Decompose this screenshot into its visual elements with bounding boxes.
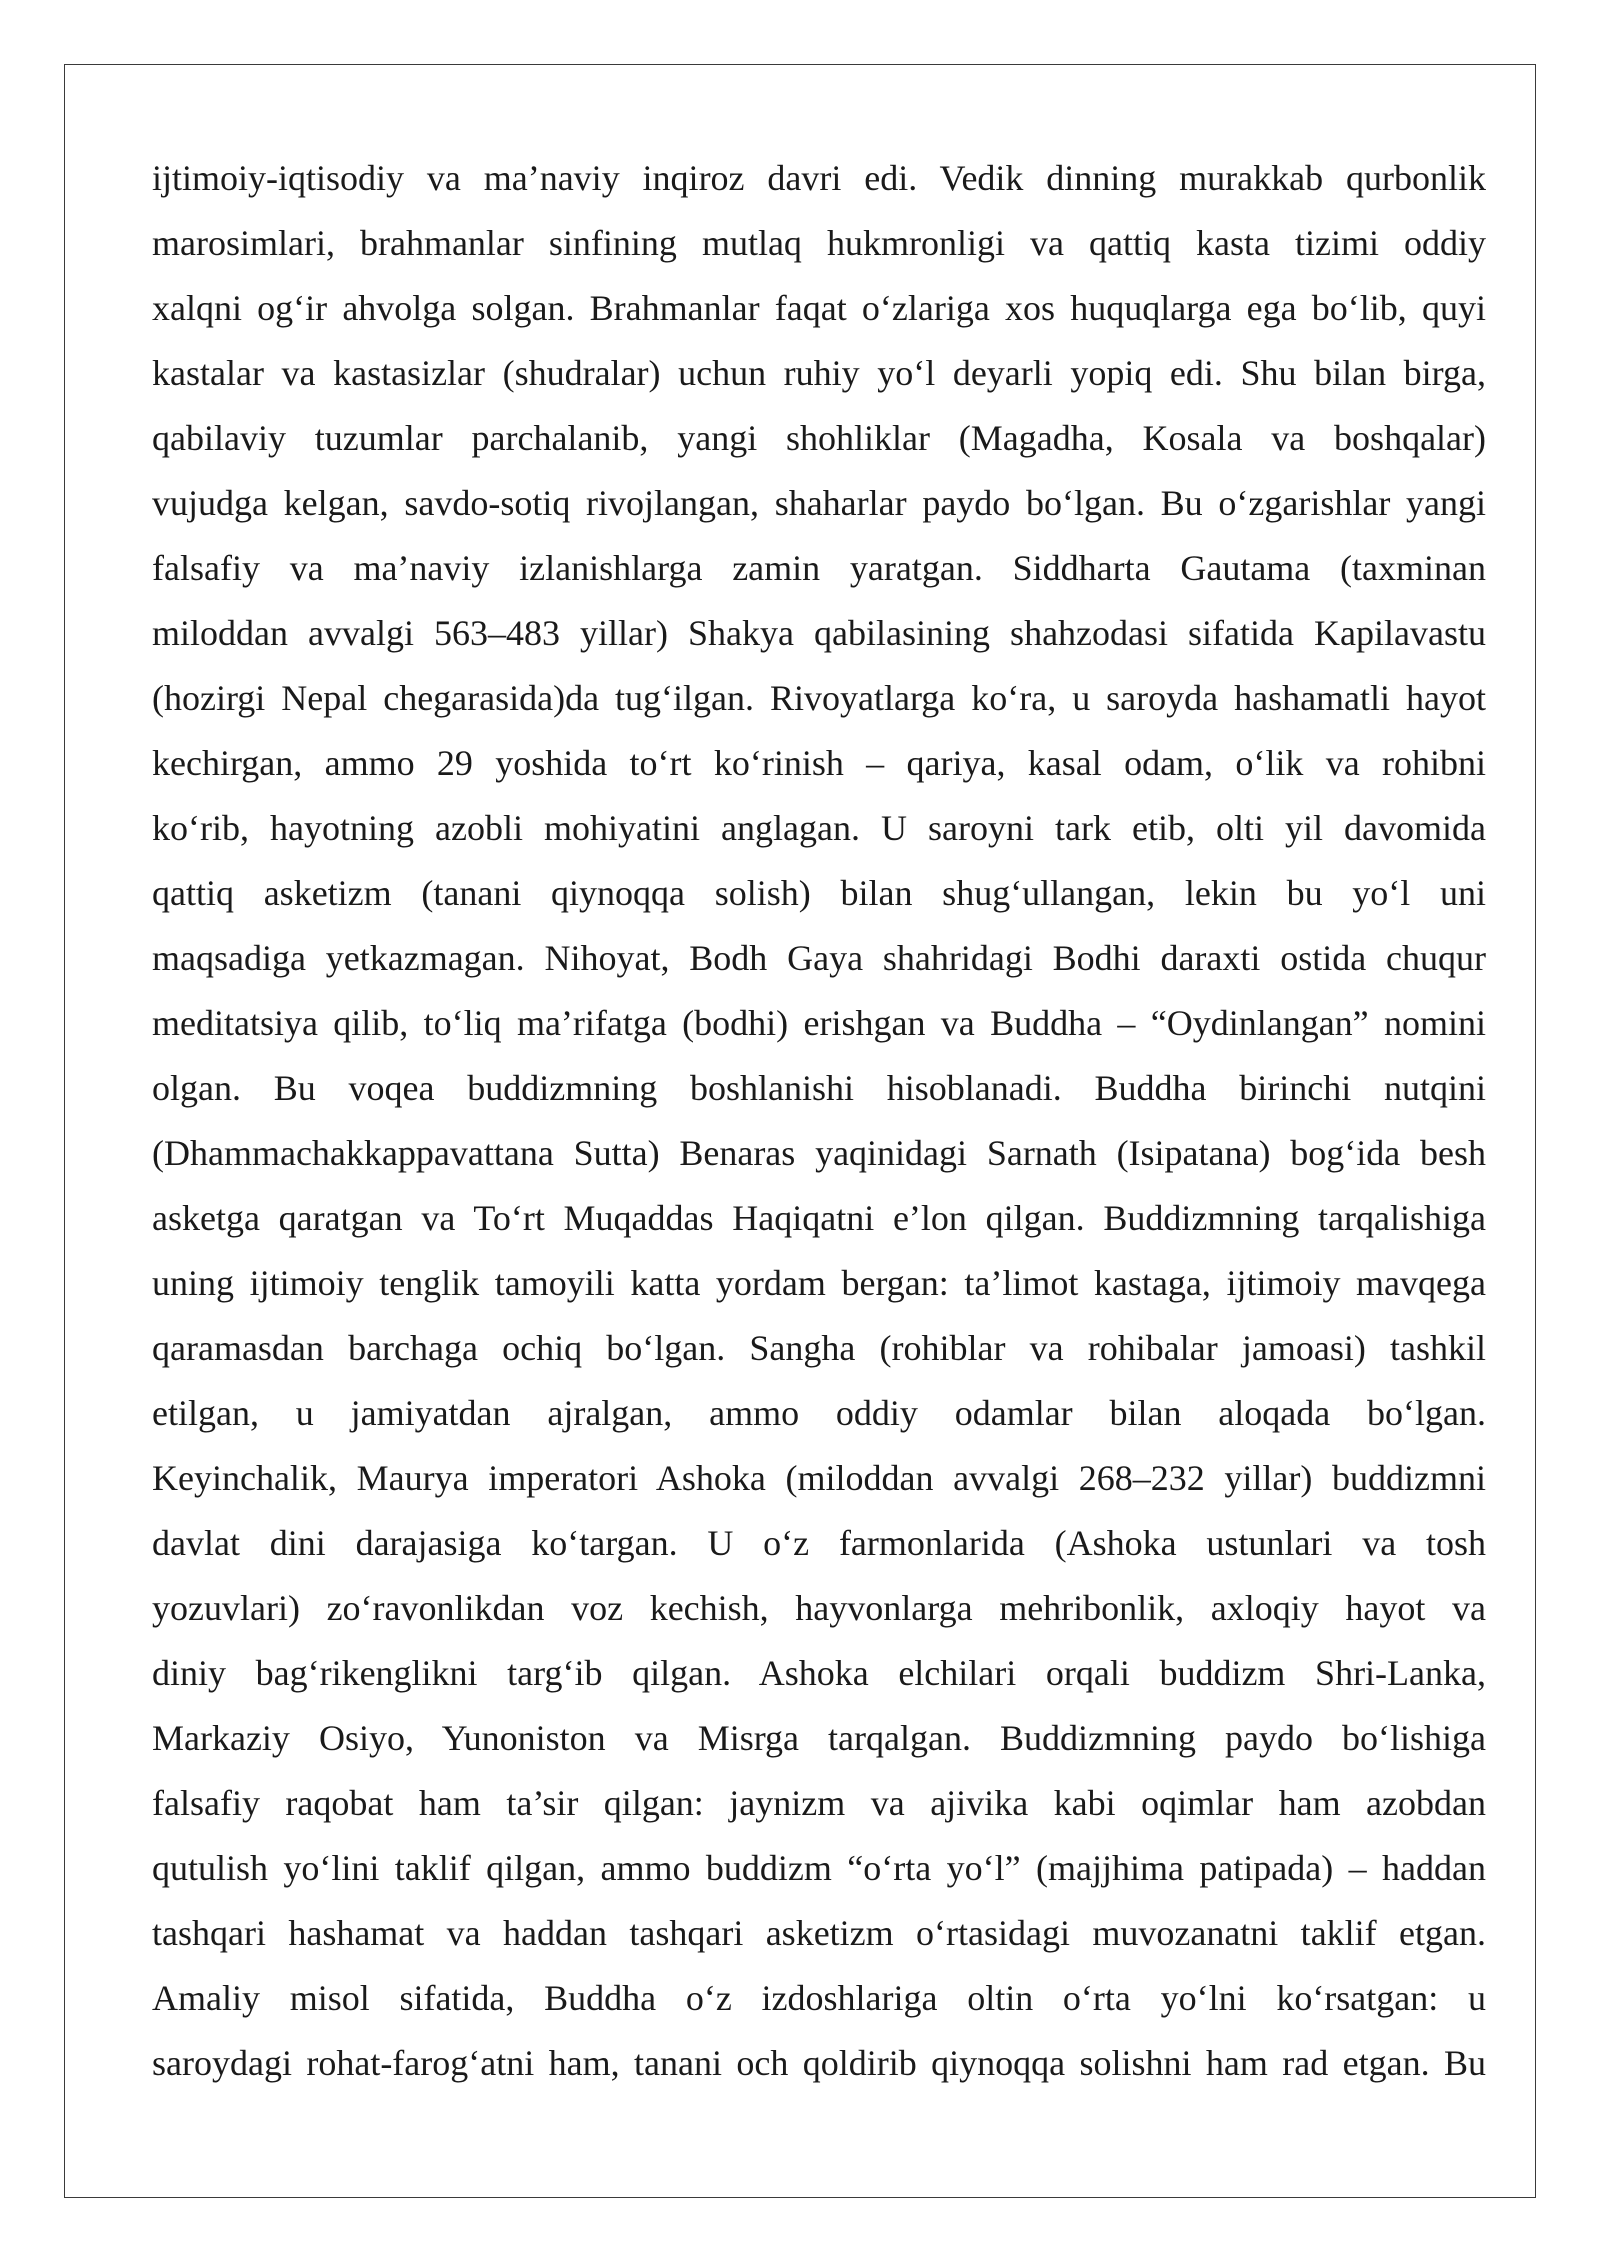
text-line: falsafiy raqobat ham ta’sir qilgan: jaynizm va ajivika kabi oqimlar ham azobdan (152, 1783, 1486, 1823)
text-line: maqsadiga yetkazmagan. Nihoyat, Bodh Gaya shahridagi Bodhi daraxti ostida chuqur (152, 938, 1486, 978)
text-line: kastalar va kastasizlar (shudralar) uchun ruhiy yo‘l deyarli yopiq edi. Shu bilan birga, (152, 353, 1486, 393)
text-line: saroydagi rohat-farog‘atni ham, tanani och qoldirib qiynoqqa solishni ham rad etgan. Bu (152, 2043, 1486, 2083)
text-line: kechirgan, ammo 29 yoshida to‘rt ko‘rinish – qariya, kasal odam, o‘lik va rohibni (152, 743, 1486, 783)
text-line: yozuvlari) zo‘ravonlikdan voz kechish, hayvonlarga mehribonlik, axloqiy hayot va (152, 1588, 1486, 1628)
text-line: diniy bag‘rikenglikni targ‘ib qilgan. Ashoka elchilari orqali buddizm Shri-Lanka, (152, 1653, 1486, 1693)
text-line: qabilaviy tuzumlar parchalanib, yangi shohliklar (Magadha, Kosala va boshqalar) (152, 418, 1486, 458)
text-line: marosimlari, brahmanlar sinfining mutlaq hukmronligi va qattiq kasta tizimi oddiy (152, 223, 1486, 263)
body-text (152, 146, 1486, 2096)
text-line: (hozirgi Nepal chegarasida)da tug‘ilgan. Rivoyatlarga ko‘ra, u saroyda hashamatli hayot (152, 678, 1486, 718)
text-line: olgan. Bu voqea buddizmning boshlanishi hisoblanadi. Buddha birinchi nutqini (152, 1068, 1486, 1108)
text-line: Keyinchalik, Maurya imperatori Ashoka (miloddan avvalgi 268–232 yillar) buddizmni (152, 1458, 1486, 1498)
text-line: ijtimoiy-iqtisodiy va ma’naviy inqiroz davri edi. Vedik dinning murakkab qurbonlik (152, 158, 1486, 198)
text-line: miloddan avvalgi 563–483 yillar) Shakya qabilasining shahzodasi sifatida Kapilavastu (152, 613, 1486, 653)
text-line: asketga qaratgan va To‘rt Muqaddas Haqiqatni e’lon qilgan. Buddizmning tarqalishiga (152, 1198, 1486, 1238)
text-line: qutulish yo‘lini taklif qilgan, ammo buddizm “o‘rta yo‘l” (majjhima patipada) – haddan (152, 1848, 1486, 1888)
text-line: davlat dini darajasiga ko‘targan. U o‘z farmonlarida (Ashoka ustunlari va tosh (152, 1523, 1486, 1563)
text-line: tashqari hashamat va haddan tashqari asketizm o‘rtasidagi muvozanatni taklif etgan. (152, 1913, 1486, 1953)
text-line: xalqni og‘ir ahvolga solgan. Brahmanlar faqat o‘zlariga xos huquqlarga ega bo‘lib, quyi (152, 288, 1486, 328)
text-line: uning ijtimoiy tenglik tamoyili katta yordam bergan: ta’limot kastaga, ijtimoiy mavqega (152, 1263, 1486, 1303)
text-line: qattiq asketizm (tanani qiynoqqa solish) bilan shug‘ullangan, lekin bu yo‘l uni (152, 873, 1486, 913)
text-line: vujudga kelgan, savdo-sotiq rivojlangan, shaharlar paydo bo‘lgan. Bu o‘zgarishlar yangi (152, 483, 1486, 523)
text-line: (Dhammachakkappavattana Sutta) Benaras yaqinidagi Sarnath (Isipatana) bog‘ida besh (152, 1133, 1486, 1173)
text-line: Amaliy misol sifatida, Buddha o‘z izdoshlariga oltin o‘rta yo‘lni ko‘rsatgan: u (152, 1978, 1486, 2018)
text-line: ko‘rib, hayotning azobli mohiyatini anglagan. U saroyni tark etib, olti yil davomida (152, 808, 1486, 848)
text-line: falsafiy va ma’naviy izlanishlarga zamin yaratgan. Siddharta Gautama (taxminan (152, 548, 1486, 588)
text-line: meditatsiya qilib, to‘liq ma’rifatga (bodhi) erishgan va Buddha – “Oydinlangan” nomini (152, 1003, 1486, 1043)
text-line: qaramasdan barchaga ochiq bo‘lgan. Sangha (rohiblar va rohibalar jamoasi) tashkil (152, 1328, 1486, 1368)
text-line: etilgan, u jamiyatdan ajralgan, ammo oddiy odamlar bilan aloqada bo‘lgan. (152, 1393, 1486, 1433)
text-line: Markaziy Osiyo, Yunoniston va Misrga tarqalgan. Buddizmning paydo bo‘lishiga (152, 1718, 1486, 1758)
